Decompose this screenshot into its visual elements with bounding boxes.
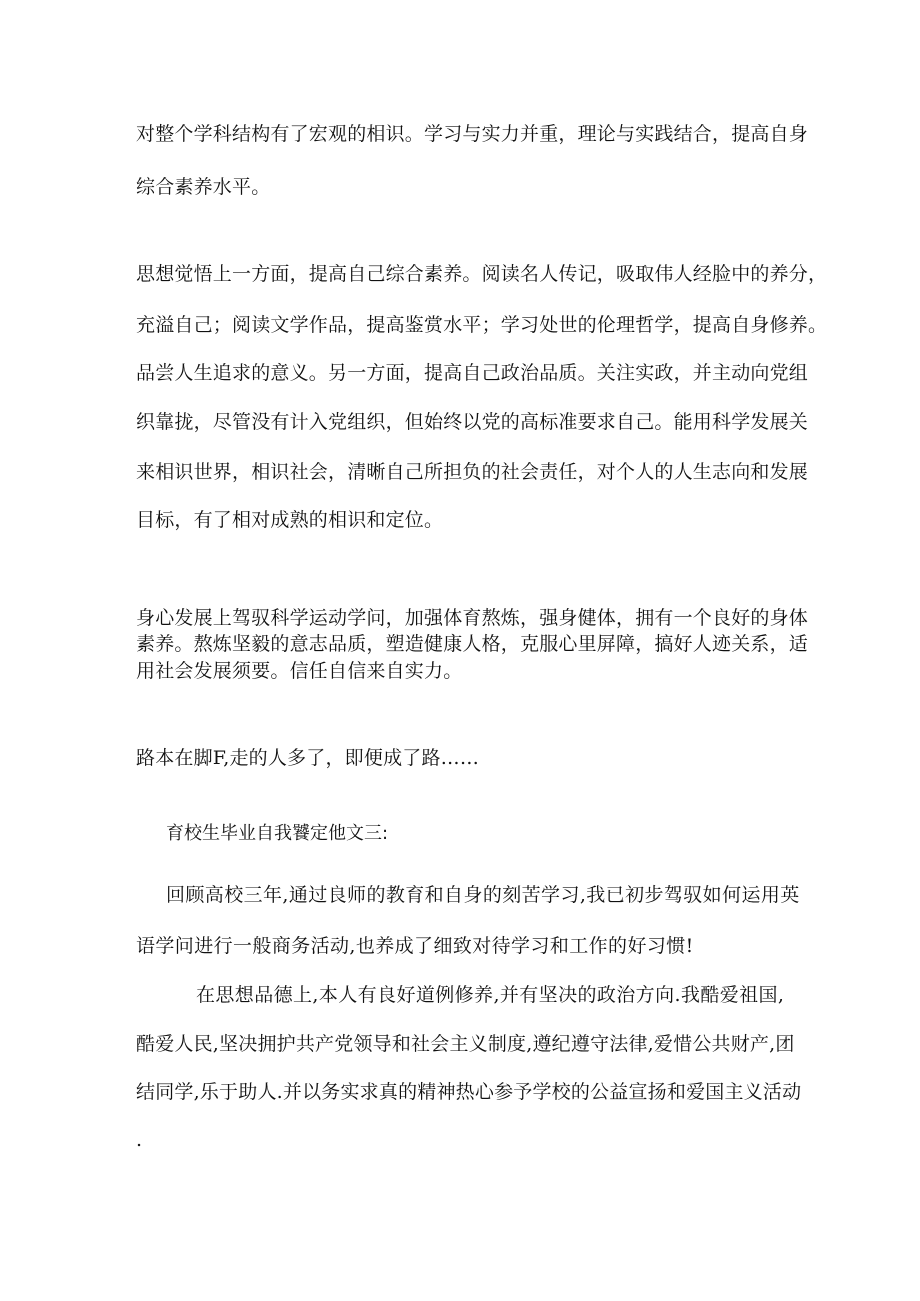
section-heading: 育校生毕业自我饕定他文三:: [166, 823, 389, 844]
paragraph1-line-2: 综合素养水平。: [136, 176, 271, 198]
paragraph2-line-6: 目标，有了相对成熟的相识和定位。: [136, 509, 444, 531]
paragraph2-line-3: 品尝人生追求的意义。另一方面，提高自己政治品质。关注实政，并主动向党组: [136, 362, 809, 384]
paragraph2-line-5: 来相识世界，相识社会，清晰自己所担负的社会责任，对个人的人生志向和发展: [136, 461, 809, 483]
paragraph3-line-2: 素养。熬炼坚毅的意志品质，塑造健康人格，克服心里屏障，搞好人迹关系，适: [136, 633, 809, 655]
paragraph6-line-3: 结同学,乐于助人.并以务实求真的精神热心参予学校的公益宣扬和爱国主义活动: [136, 1081, 802, 1103]
paragraph6-line-2: 酷爱人民,坚决拥护共产党领导和社会主义制度,遵纪遵守法律,爱惜公共财产,团: [136, 1033, 795, 1055]
paragraph4-line-1: 路本在脚F,走的人多了，即便成了路……: [136, 747, 480, 769]
paragraph5-line-1: 回顾高校三年,通过良师的教育和自身的刻苦学习,我已初步驾驭如何运用英: [166, 884, 800, 906]
paragraph1-line-1: 对整个学科结构有了宏观的相识。学习与实力并重，理论与实践结合，提高自身: [136, 123, 809, 145]
paragraph5-line-2: 语学问进行一般商务活动,也养成了细致对待学习和工作的好习惯!: [136, 935, 694, 957]
paragraph3-line-1: 身心发展上驾驭科学运动学问，加强体育熬炼，强身健体，拥有一个良好的身体: [136, 607, 809, 629]
paragraph3-line-3: 用社会发展须要。信任自信来自实力。: [136, 660, 463, 682]
paragraph2-line-2: 充溢自己；阅读文学作品，提高鉴赏水平；学习处世的伦理哲学，提高自身修养。: [136, 314, 828, 336]
paragraph6-line-4: .: [136, 1129, 143, 1151]
paragraph2-line-1: 思想觉悟上一方面，提高自己综合素养。阅读名人传记，吸取伟人经脸中的养分，: [136, 263, 828, 285]
paragraph2-line-4: 织靠拢，尽管没有计入党组织，但始终以党的高标准要求自己。能用科学发展关: [136, 411, 809, 433]
paragraph6-line-1: 在思想品德上,本人有良好道例修养,并有坚决的政治方向.我酷爱祖国,: [196, 984, 785, 1006]
